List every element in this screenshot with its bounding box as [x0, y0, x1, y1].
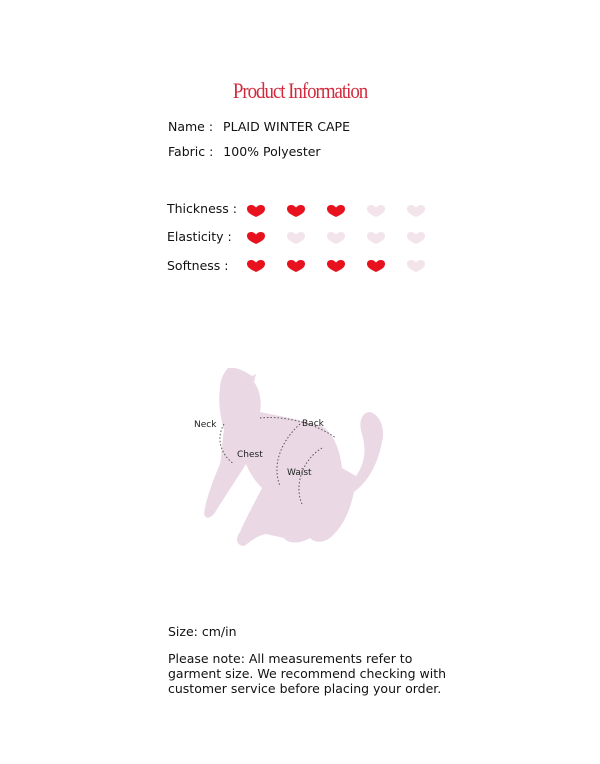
- heart-empty-icon: [406, 231, 426, 245]
- heart-filled-icon: [326, 259, 346, 273]
- thickness-label: Thickness :: [167, 201, 237, 216]
- heart-empty-icon: [406, 259, 426, 273]
- cat-silhouette: [204, 368, 383, 546]
- chest-label: Chest: [237, 450, 263, 460]
- heart-empty-icon: [326, 231, 346, 245]
- heart-filled-icon: [366, 259, 386, 273]
- neck-label: Neck: [194, 420, 217, 430]
- heart-filled-icon: [246, 259, 266, 273]
- size-unit: Size: cm/in: [168, 624, 237, 639]
- name-value: PLAID WINTER CAPE: [223, 119, 350, 134]
- fabric-value: 100% Polyester: [223, 144, 321, 159]
- heart-empty-icon: [286, 231, 306, 245]
- name-row: [168, 119, 350, 134]
- fabric-label: Fabric :: [168, 144, 214, 159]
- thickness-rating: [246, 204, 426, 218]
- fabric-row: [168, 144, 321, 159]
- softness-rating: [246, 259, 426, 273]
- heart-empty-icon: [366, 204, 386, 218]
- heart-filled-icon: [246, 204, 266, 218]
- measurement-note: Please note: All measurements refer to garment size. We recommend checking with customer service before placing your order.: [168, 651, 447, 696]
- heart-filled-icon: [286, 259, 306, 273]
- name-label: Name :: [168, 119, 214, 134]
- heart-empty-icon: [406, 204, 426, 218]
- page-title: Product Information: [232, 78, 368, 103]
- heart-filled-icon: [286, 204, 306, 218]
- elasticity-rating: [246, 231, 426, 245]
- cat-measurement-diagram: [190, 368, 410, 553]
- softness-label: Softness :: [167, 258, 229, 273]
- waist-label: Waist: [287, 468, 312, 478]
- elasticity-label: Elasticity :: [167, 229, 232, 244]
- heart-filled-icon: [246, 231, 266, 245]
- heart-filled-icon: [326, 204, 346, 218]
- heart-empty-icon: [366, 231, 386, 245]
- back-label: Back: [302, 419, 324, 429]
